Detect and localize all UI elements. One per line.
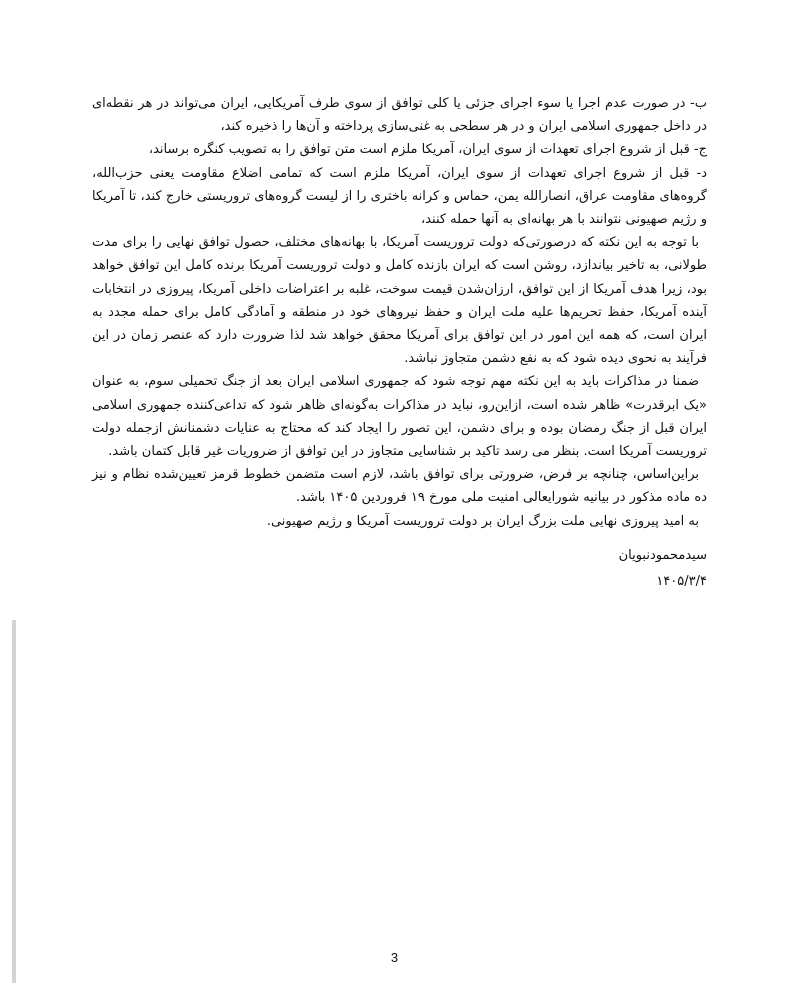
signature-block xyxy=(92,543,707,595)
signature-date: ۱۴۰۵/۳/۴ xyxy=(656,573,707,589)
signature-name: سیدمحمودنبویان xyxy=(618,547,707,563)
scan-page-edge xyxy=(12,620,16,983)
superpower-paragraph: ضمنا در مذاکرات باید به این نکته مهم توجه شود که جمهوری اسلامی ایران بعد از جنگ تحمیلی سوم، به عنوان «یک ابرقدرت» ظاهر شده است، ازاین‌رو، نباید در مذاکرات به‌گونه‌ای ظاهر شود که تداعی‌کننده جمهوری اسلامی ایران قبل از جنگ رمضان بوده و برای دشمن، این تصور را ایجاد کند که محتاج به عنایات دشمنانش ازجمله دولت تروریست آمریکا است. بنظر می رسد تاکید بر شناسایی متجاوز در این توافق از ضروریات غیر قابل کتمان باشد. xyxy=(92,374,707,460)
clause-b-paragraph: ب- در صورت عدم اجرا یا سوء اجرای جزئی یا کلی توافق از سوی طرف آمریکایی، ایران می‌تواند در هر نقطه‌ای در داخل جمهوری اسلامی ایران و در هر سطحی به غنی‌سازی پرداخته و آن‌ها را ذخیره کند، xyxy=(92,96,707,135)
page-number: 3 xyxy=(390,950,399,965)
time-factor-paragraph: با توجه به این نکته که درصورتی‌که دولت تروریست آمریکا، با بهانه‌های مختلف، حصول توافق نهایی را برای مدت طولانی، به تاخیر بیاندازد، روشن است که ایران بازنده کامل و دولت تروریست آمریکا برنده کامل این توافق خواهد بود، زیرا هدف آمریکا از این توافق، ارزان‌شدن قیمت سوخت، غلبه بر اعتراضات داخلی آمریکا، پیروزی در انتخابات آینده آمریکا، حفظ تحریم‌ها علیه ملت ایران و حفظ نیروهای خود در منطقه و آمادگی کامل برای حمله مجدد به ایران است، که همه این امور در این توافق برای آمریکا محقق خواهد شد لذا ضرورت دارد که عنصر زمان در این فرآیند به نحوی دیده شود که به نفع دشمن متجاوز نباشد. xyxy=(92,235,707,367)
clause-j-paragraph: ج- قبل از شروع اجرای تعهدات از سوی ایران، آمریکا ملزم است متن توافق را به تصویب کنگره برساند، xyxy=(148,142,707,158)
red-lines-paragraph: براین‌اساس، چنانچه بر فرض، ضرورتی برای توافق باشد، لازم است متضمن خطوط قرمز تعیین‌شده نظام و نیز ده ماده مذکور در بیانیه شورایعالی امنیت ملی مورخ ۱۹ فروردین ۱۴۰۵ باشد. xyxy=(92,467,707,506)
clause-d-paragraph: د- قبل از شروع اجرای تعهدات از سوی ایران، آمریکا ملزم است که تمامی اضلاع مقاومت یعنی حزب‌الله، گروه‌های مقاومت عراق، انصارالله یمن، حماس و کرانه باختری را از لیست گروه‌های تروریستی خارج کند، تا آمریکا و رژیم صهیونی نتوانند با هر بهانه‌ای به آنها حمله کنند، xyxy=(92,165,707,228)
closing-paragraph: به امید پیروزی نهایی ملت بزرگ ایران بر دولت تروریست آمریکا و رژیم صهیونی. xyxy=(266,513,699,529)
document-body xyxy=(92,92,707,595)
